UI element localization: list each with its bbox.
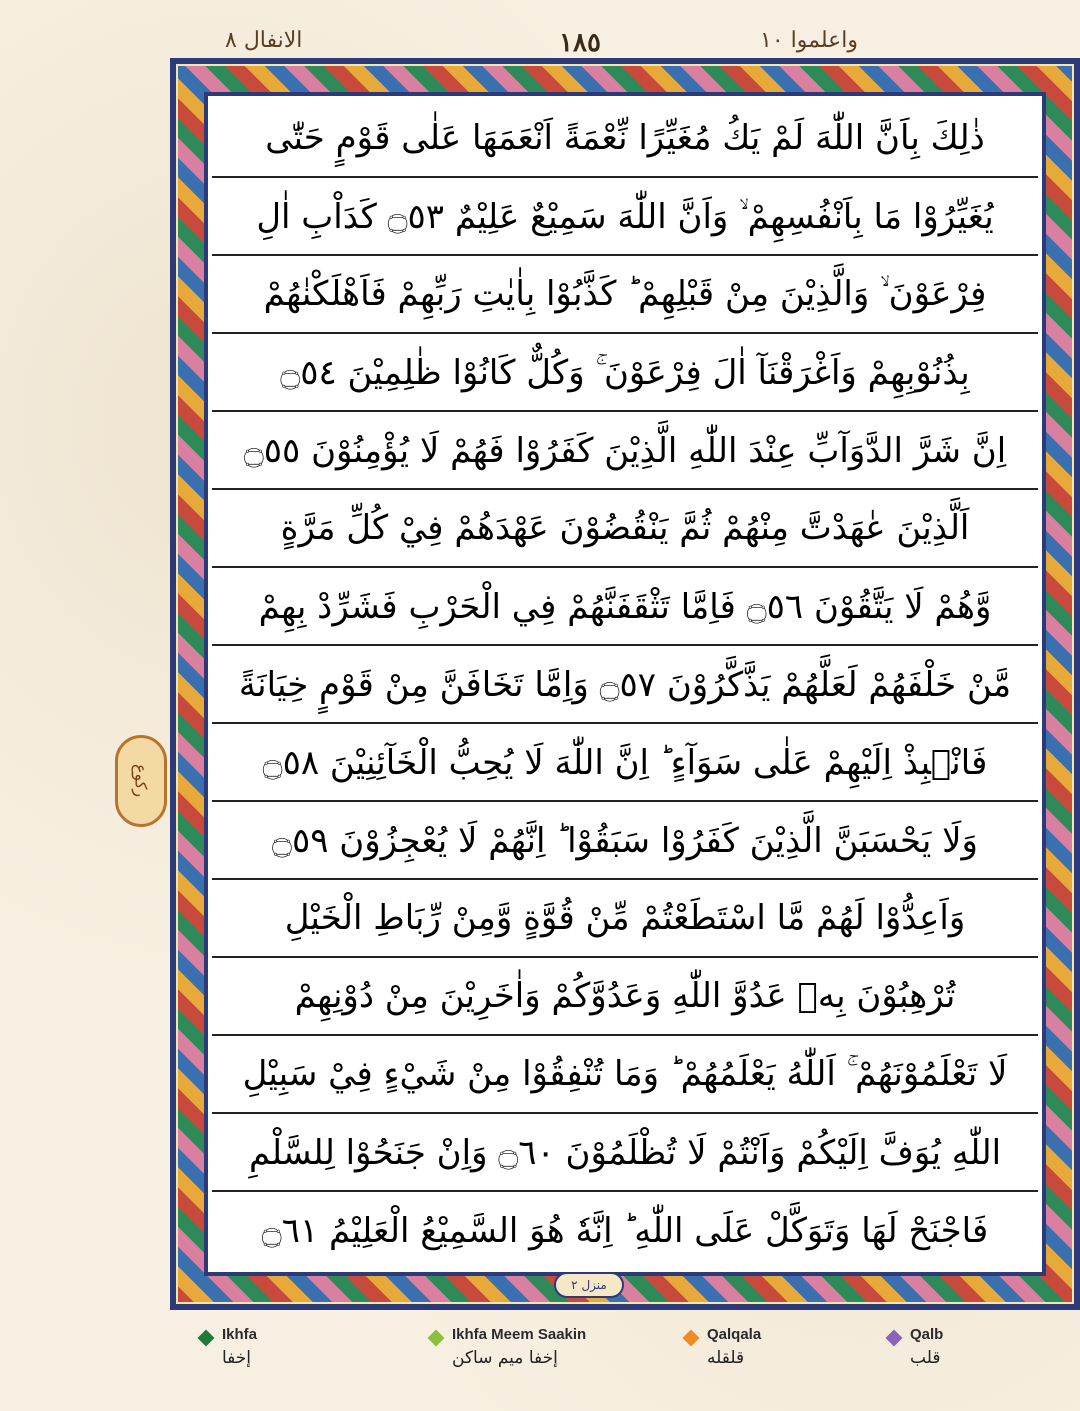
para-name: واعلموا ١٠	[760, 28, 858, 53]
ornamental-border	[170, 58, 1080, 1310]
page-header	[0, 0, 1080, 60]
text-line: وَاَعِدُّوْا لَهُمْ مَّا اسْتَطَعْتُمْ مِّنْ قُوَّةٍ وَّمِنْ رِّبَاطِ الْخَيْلِ	[212, 880, 1038, 958]
diamond-icon	[428, 1330, 445, 1347]
tajweed-legend	[0, 1326, 1080, 1411]
text-line: وَّهُمْ لَا يَتَّقُوْنَ ۝٥٦ فَاِمَّا تَثْقَفَنَّهُمْ فِي الْحَرْبِ فَشَرِّدْ بِهِمْ	[212, 568, 1038, 646]
text-line: تُرْهِبُوْنَ بِهٖ عَدُوَّ اللّٰهِ وَعَدُوَّكُمْ وَاٰخَرِيْنَ مِنْ دُوْنِهِمْ	[212, 958, 1038, 1036]
ruku-marker: ركوع	[115, 735, 167, 827]
legend-label-en: Qalb	[910, 1326, 944, 1343]
legend-label-ar: قلب	[910, 1348, 941, 1368]
text-line: اِنَّ شَرَّ الدَّوَآبِّ عِنْدَ اللّٰهِ الَّذِيْنَ كَفَرُوْا فَهُمْ لَا يُؤْمِنُوْنَ ۝٥٥	[212, 412, 1038, 490]
text-line: ذٰلِكَ بِاَنَّ اللّٰهَ لَمْ يَكُ مُغَيِّرًا نِّعْمَةً اَنْعَمَهَا عَلٰى قَوْمٍ حَتّٰى	[212, 100, 1038, 178]
diamond-icon	[886, 1330, 903, 1347]
text-line: بِذُنُوْبِهِمْ وَاَغْرَقْنَآ اٰلَ فِرْعَوْنَ ۚ وَكُلٌّ كَانُوْا ظٰلِمِيْنَ ۝٥٤	[212, 334, 1038, 412]
legend-label-ar: إخفا میم ساکن	[452, 1348, 558, 1368]
manzil-marker: منزل ٢	[554, 1272, 624, 1298]
text-line: يُغَيِّرُوْا مَا بِاَنْفُسِهِمْ ۙ وَاَنَّ اللّٰهَ سَمِيْعٌ عَلِيْمٌ ۝٥٣ كَدَاْبِ اٰلِ	[212, 178, 1038, 256]
page-number: ١٨٥	[559, 28, 601, 58]
text-line: اَلَّذِيْنَ عٰهَدْتَّ مِنْهُمْ ثُمَّ يَنْقُضُوْنَ عَهْدَهُمْ فِيْ كُلِّ مَرَّةٍ	[212, 490, 1038, 568]
text-line: مَّنْ خَلْفَهُمْ لَعَلَّهُمْ يَذَّكَّرُوْنَ ۝٥٧ وَاِمَّا تَخَافَنَّ مِنْ قَوْمٍ خِيَانَةً	[212, 646, 1038, 724]
surah-name: الانفال ٨	[225, 28, 303, 53]
text-line: فِرْعَوْنَ ۙ وَالَّذِيْنَ مِنْ قَبْلِهِمْ ؕ كَذَّبُوْا بِاٰيٰتِ رَبِّهِمْ فَاَهْلَكْنٰهُمْ	[212, 256, 1038, 334]
text-line: اللّٰهِ يُوَفَّ اِلَيْكُمْ وَاَنْتُمْ لَا تُظْلَمُوْنَ ۝٦٠ وَاِنْ جَنَحُوْا لِلسَّلْمِ	[212, 1114, 1038, 1192]
text-line: لَا تَعْلَمُوْنَهُمْ ۚ اَللّٰهُ يَعْلَمُهُمْ ؕ وَمَا تُنْفِقُوْا مِنْ شَيْءٍ فِيْ سَبِيْلِ	[212, 1036, 1038, 1114]
legend-label-en: Qalqala	[707, 1326, 762, 1343]
text-line: فَانْۢبِذْ اِلَيْهِمْ عَلٰى سَوَآءٍ ؕ اِنَّ اللّٰهَ لَا يُحِبُّ الْخَآئِنِيْنَ ۝٥٨	[212, 724, 1038, 802]
legend-label-ar: قلقله	[707, 1348, 745, 1368]
quran-text-lines	[212, 100, 1038, 1268]
legend-label-en: Ikhfa	[222, 1326, 258, 1343]
diamond-icon	[198, 1330, 215, 1347]
legend-label-en: Ikhfa Meem Saakin	[452, 1326, 587, 1343]
text-line: فَاجْنَحْ لَهَا وَتَوَكَّلْ عَلَى اللّٰهِ ؕ اِنَّهٗ هُوَ السَّمِيْعُ الْعَلِيْمُ ۝٦١	[261, 1210, 989, 1251]
diamond-icon	[683, 1330, 700, 1347]
legend-label-ar: إخفا	[222, 1348, 252, 1368]
text-line: وَلَا يَحْسَبَنَّ الَّذِيْنَ كَفَرُوْا سَبَقُوْا ؕ اِنَّهُمْ لَا يُعْجِزُوْنَ ۝٥٩	[212, 802, 1038, 880]
